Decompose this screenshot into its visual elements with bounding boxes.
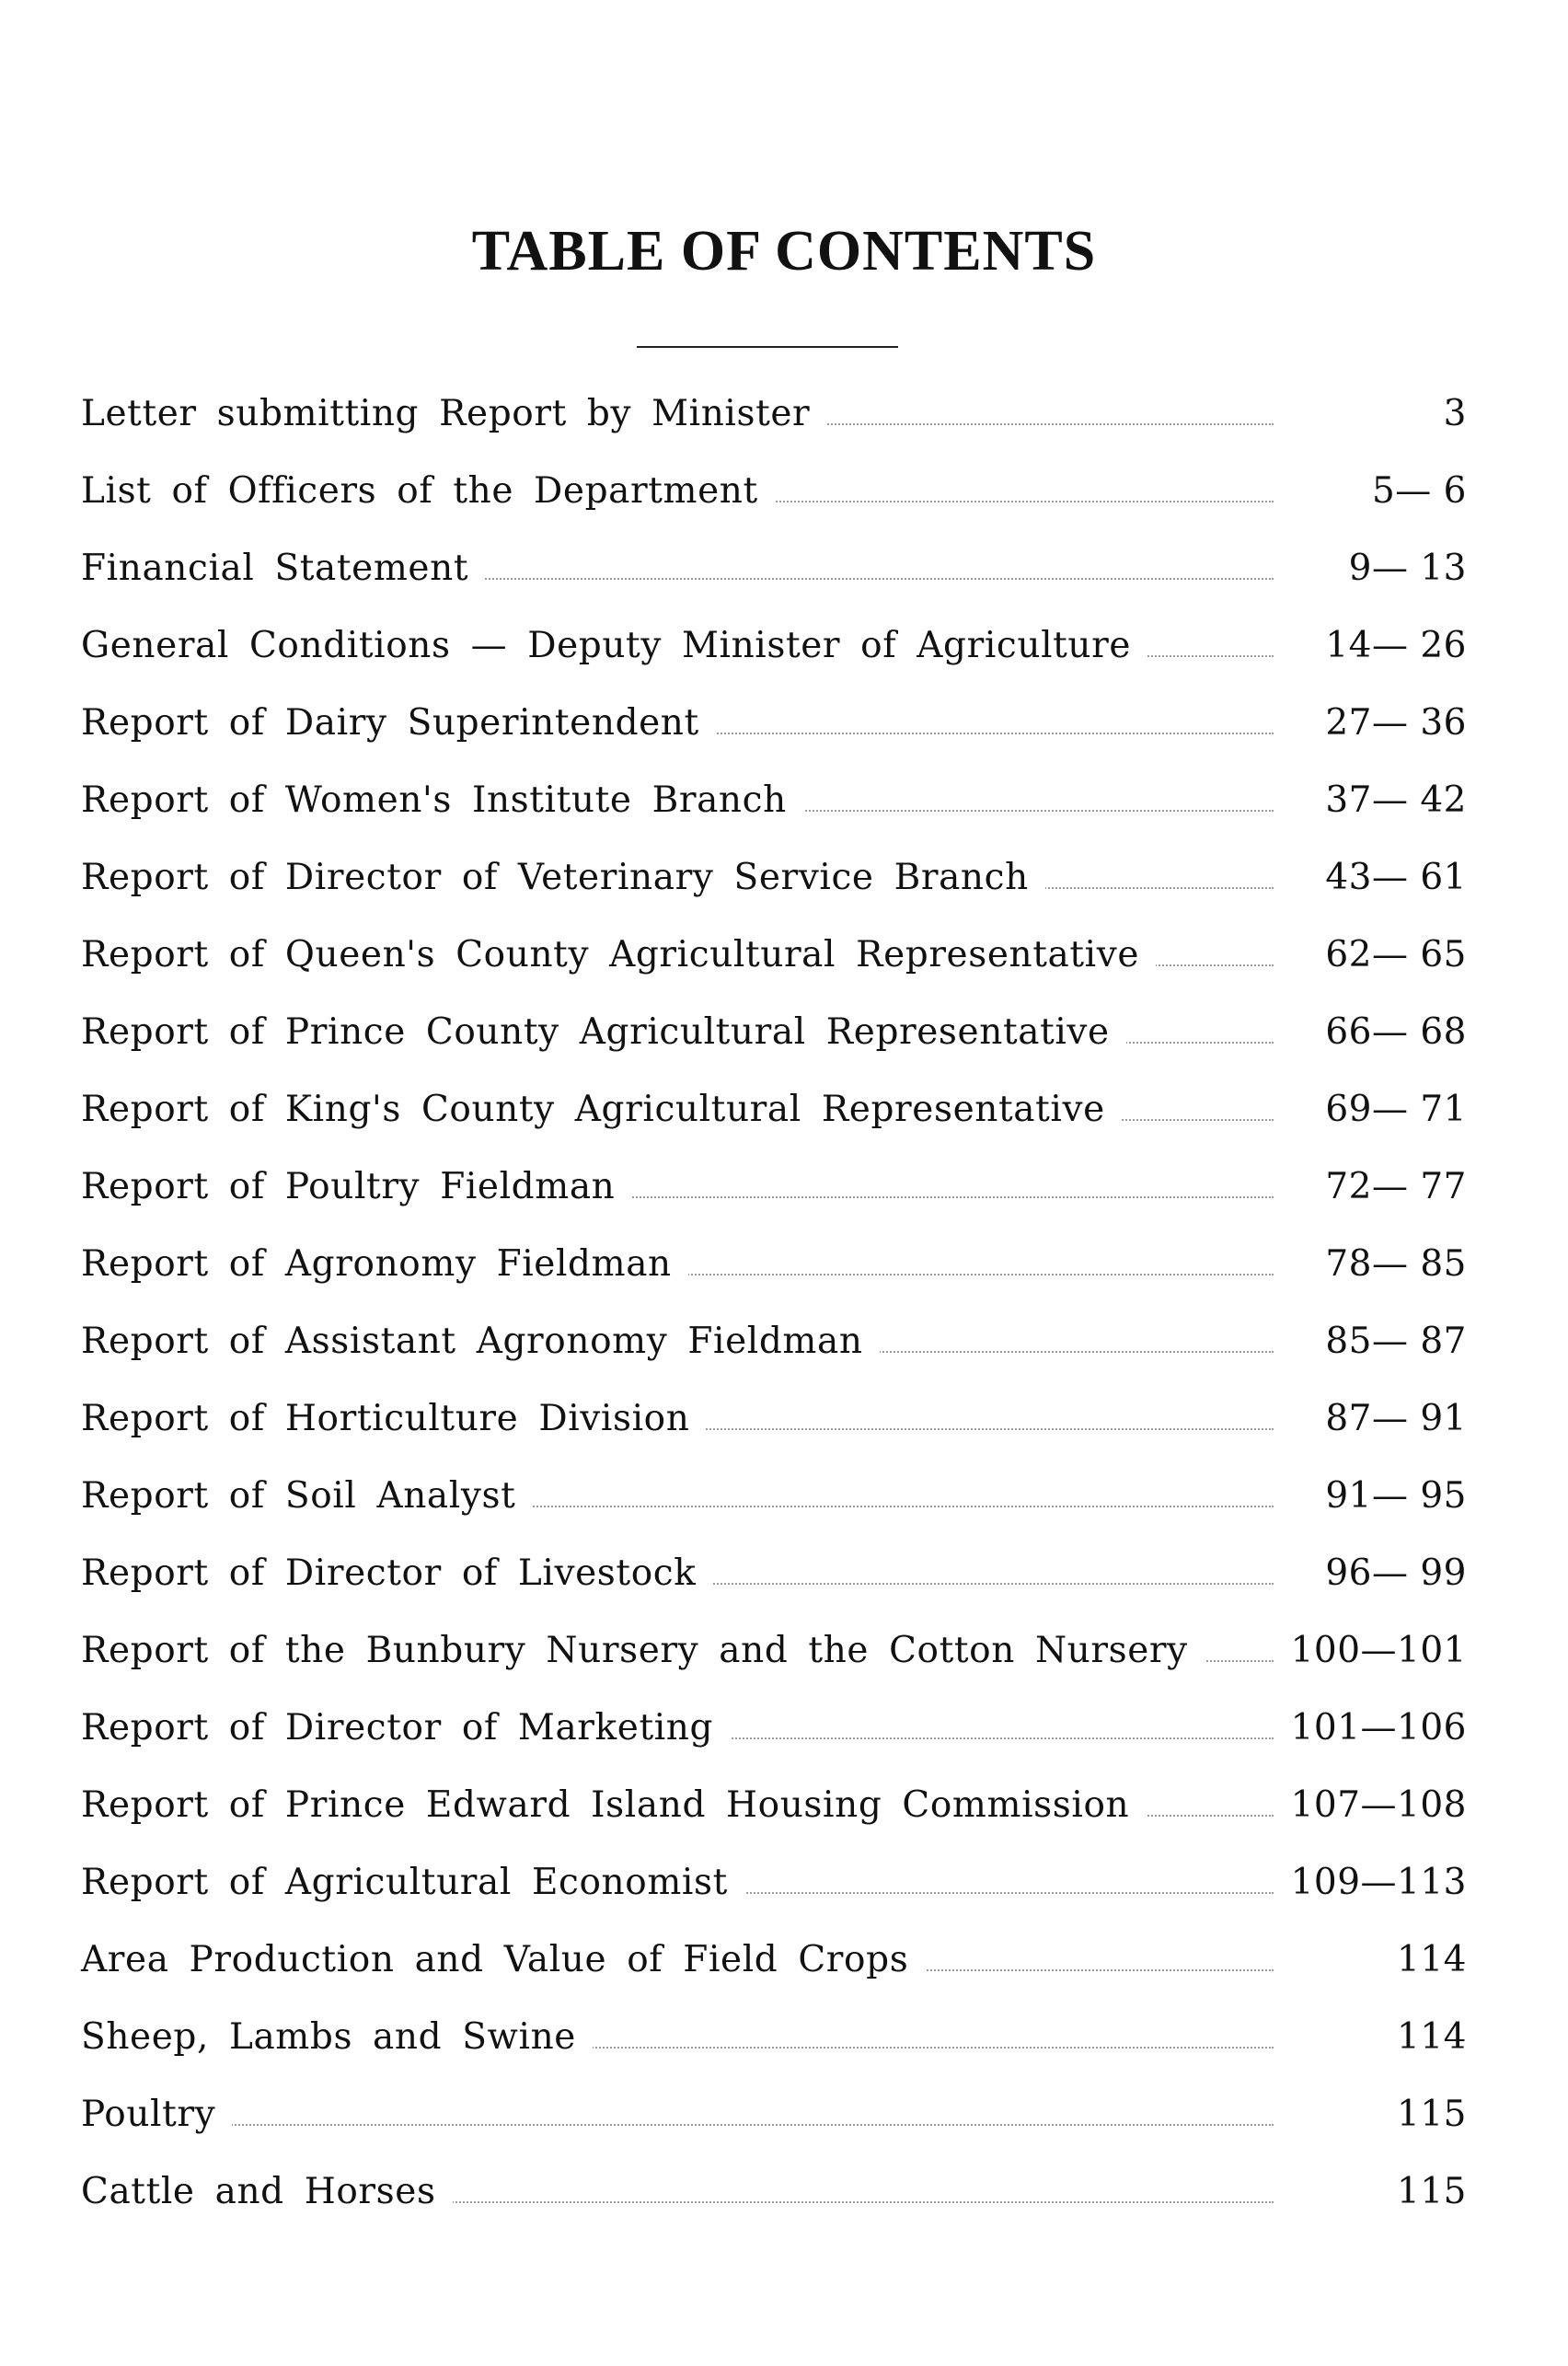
toc-entry-label: Area Production and Value of Field Crops [81,1934,925,1986]
toc-entry [81,1084,1467,1136]
toc-entry-label: List of Officers of the Department [81,466,775,517]
toc-entry-label: Report of Agronomy Fieldman [81,1239,688,1290]
toc-entry-pages: 69— 71 [1325,1089,1467,1130]
toc-entry-pages: 3 [1443,393,1467,434]
toc-entry-pages: 5— 6 [1371,470,1467,512]
toc-entry-pages: 114 [1397,1939,1467,1980]
toc-entry [81,2012,1467,2063]
toc-entry-pages: 100—101 [1290,1630,1467,1671]
toc-entry-pages: 114 [1397,2016,1467,2058]
toc-entry-pages: 37— 42 [1325,779,1467,821]
toc-entry-pages: 115 [1397,2094,1467,2135]
toc-entry-pages: 78— 85 [1325,1243,1467,1285]
toc-entry [81,1316,1467,1368]
toc-entry [81,1161,1467,1213]
toc-entry-label: Financial Statement [81,543,485,594]
toc-entry-label: General Conditions — Deputy Minister of Agriculture [81,620,1147,672]
toc-entry [81,1239,1467,1290]
toc-entry [81,1702,1467,1754]
toc-entry-pages: 91— 95 [1325,1475,1467,1517]
toc-entry [81,1857,1467,1909]
toc-entry-pages: 27— 36 [1325,702,1467,744]
toc-entry-pages: 96— 99 [1325,1552,1467,1594]
toc-entry-pages: 14— 26 [1325,625,1467,666]
toc-entry-pages: 85— 87 [1325,1321,1467,1362]
dot-leader [81,2124,1274,2126]
toc-entry [81,543,1467,594]
toc-entry-label: Report of Prince County Agricultural Representative [81,1007,1126,1058]
toc-entry [81,852,1467,904]
toc-entry [81,466,1467,517]
toc-entry-label: Report of Women's Institute Branch [81,775,803,826]
toc-entry [81,929,1467,981]
toc-entry-pages: 107—108 [1290,1784,1467,1826]
toc-entry [81,1007,1467,1058]
toc-entry [81,1548,1467,1599]
toc-entry-label: Report of Soil Analyst [81,1471,532,1522]
toc-entry-pages: 72— 77 [1325,1166,1467,1207]
toc-entry-pages: 101—106 [1290,1707,1467,1749]
page-title: TABLE OF CONTENTS [471,220,1097,283]
toc-entry-label: Report of Horticulture Division [81,1393,706,1445]
toc-entry-label: Cattle and Horses [81,2166,453,2218]
toc-entry-label: Report of Poultry Fieldman [81,1161,631,1213]
toc-entry [81,775,1467,826]
toc-entry-pages: 62— 65 [1325,934,1467,975]
toc-entry [81,1780,1467,1831]
title-divider [637,346,898,348]
toc-entry-label: Sheep, Lambs and Swine [81,2012,593,2063]
toc-entry-label: Report of King's County Agricultural Representative [81,1084,1122,1136]
toc-entry [81,1471,1467,1522]
toc-entry [81,698,1467,749]
toc-entry-label: Report of Director of Livestock [81,1548,712,1599]
toc-entry [81,1934,1467,1986]
toc-entry-label: Report of Prince Edward Island Housing Commission [81,1780,1146,1831]
toc-entry [81,2166,1467,2218]
toc-entry-label: Report of Dairy Superintendent [81,698,716,749]
toc-entry-label: Poultry [81,2089,232,2141]
toc-entry [81,1625,1467,1677]
toc-entry-label: Letter submitting Report by Minister [81,388,826,440]
toc-entry-pages: 9— 13 [1348,548,1467,589]
toc-entry-label: Report of Director of Veterinary Service Branch [81,852,1045,904]
toc-entry-label: Report of Assistant Agronomy Fieldman [81,1316,880,1368]
toc-entry [81,388,1467,440]
toc-entry [81,1393,1467,1445]
toc-entry-pages: 115 [1397,2171,1467,2212]
toc-entry [81,620,1467,672]
toc-entry-label: Report of the Bunbury Nursery and the Cotton Nursery [81,1625,1205,1677]
toc-entry [81,2089,1467,2141]
toc-entry-label: Report of Director of Marketing [81,1702,730,1754]
toc-entry-label: Report of Agricultural Economist [81,1857,744,1909]
toc-entry-pages: 43— 61 [1325,857,1467,898]
toc-entry-pages: 66— 68 [1325,1011,1467,1053]
toc-entry-pages: 87— 91 [1325,1398,1467,1439]
toc-entry-label: Report of Queen's County Agricultural Representative [81,929,1156,981]
toc-entry-pages: 109—113 [1290,1862,1467,1903]
